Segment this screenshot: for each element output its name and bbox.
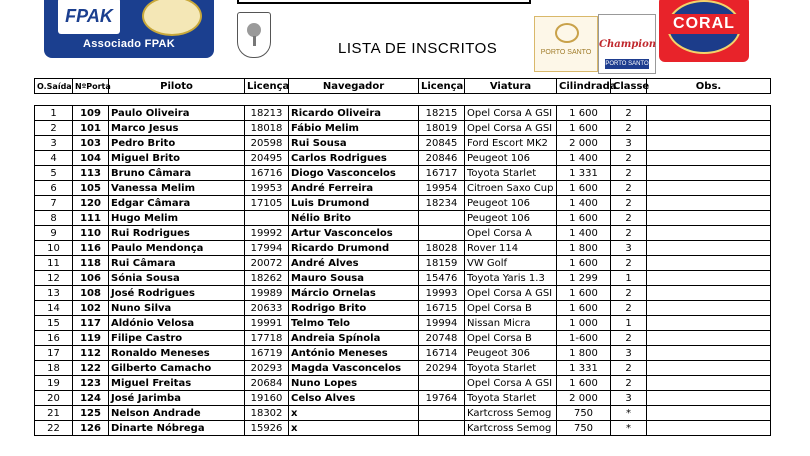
car-model-cell: Kartcross Semog [465,406,557,421]
car-model-cell: Nissan Micra [465,316,557,331]
driver-license-cell: 19989 [245,286,289,301]
driver-name-cell: Vanessa Melim [109,181,245,196]
table-row [35,106,771,121]
table-row [35,226,771,241]
engine-cc-cell: 750 [557,421,611,436]
start-order-cell: 9 [35,226,73,241]
car-class-cell: 2 [611,106,647,121]
car-model-cell: VW Golf [465,256,557,271]
col-navegador: Navegador [289,79,419,94]
col-licenca-piloto: Licença [245,79,289,94]
car-model-cell: Opel Corsa B [465,331,557,346]
start-order-cell: 5 [35,166,73,181]
door-number-cell: 117 [73,316,109,331]
engine-cc-cell: 1 331 [557,166,611,181]
engine-cc-cell: 2 000 [557,136,611,151]
observations-cell [647,421,771,436]
door-number-cell: 111 [73,211,109,226]
door-number-cell: 113 [73,166,109,181]
car-class-cell: 3 [611,391,647,406]
car-model-cell: Opel Corsa B [465,301,557,316]
observations-cell [647,406,771,421]
observations-cell [647,166,771,181]
driver-license-cell: 18302 [245,406,289,421]
car-class-cell: 3 [611,241,647,256]
car-class-cell: 3 [611,136,647,151]
car-class-cell: 2 [611,361,647,376]
start-order-cell: 18 [35,361,73,376]
engine-cc-cell: 1 600 [557,211,611,226]
driver-name-cell: Miguel Brito [109,151,245,166]
engine-cc-cell: 1 600 [557,121,611,136]
navigator-name-cell: Ricardo Oliveira [289,106,419,121]
car-class-cell: 2 [611,256,647,271]
observations-cell [647,136,771,151]
navigator-name-cell: Rui Sousa [289,136,419,151]
door-number-cell: 104 [73,151,109,166]
door-number-cell: 120 [73,196,109,211]
start-order-cell: 22 [35,421,73,436]
door-number-cell: 123 [73,376,109,391]
navigator-license-cell [419,421,465,436]
start-order-cell: 4 [35,151,73,166]
driver-license-cell: 19160 [245,391,289,406]
driver-license-cell: 19953 [245,181,289,196]
car-model-cell: Opel Corsa A GSI [465,286,557,301]
car-class-cell: 2 [611,181,647,196]
engine-cc-cell: 2 000 [557,391,611,406]
fpak-badge: FPAK [58,0,120,34]
table-row [35,361,771,376]
driver-license-cell: 18018 [245,121,289,136]
table-row [35,301,771,316]
driver-license-cell: 16716 [245,166,289,181]
driver-name-cell: Ronaldo Meneses [109,346,245,361]
driver-license-cell: 20633 [245,301,289,316]
observations-cell [647,106,771,121]
engine-cc-cell: 750 [557,406,611,421]
engine-cc-cell: 1 600 [557,286,611,301]
door-number-cell: 118 [73,256,109,271]
sponsor-coral-logo: CORAL [659,0,749,62]
col-obs: Obs. [647,79,771,94]
engine-cc-cell: 1 400 [557,196,611,211]
table-row [35,316,771,331]
observations-cell [647,361,771,376]
navigator-name-cell: Diogo Vasconcelos [289,166,419,181]
navigator-license-cell: 19954 [419,181,465,196]
table-row [35,136,771,151]
navigator-license-cell: 18234 [419,196,465,211]
start-order-cell: 14 [35,301,73,316]
door-number-cell: 106 [73,271,109,286]
engine-cc-cell: 1 331 [557,361,611,376]
start-order-cell: 10 [35,241,73,256]
navigator-name-cell: Carlos Rodrigues [289,151,419,166]
driver-name-cell: Miguel Freitas [109,376,245,391]
navigator-license-cell: 19764 [419,391,465,406]
engine-cc-cell: 1 400 [557,226,611,241]
driver-name-cell: Edgar Câmara [109,196,245,211]
navigator-license-cell: 16714 [419,346,465,361]
navigator-license-cell: 18159 [419,256,465,271]
navigator-name-cell: António Meneses [289,346,419,361]
driver-license-cell: 20293 [245,361,289,376]
car-class-cell: 2 [611,196,647,211]
driver-license-cell: 19992 [245,226,289,241]
navigator-license-cell: 18028 [419,241,465,256]
driver-license-cell: 17105 [245,196,289,211]
start-order-cell: 3 [35,136,73,151]
engine-cc-cell: 1 800 [557,346,611,361]
engine-cc-cell: 1 800 [557,241,611,256]
door-number-cell: 108 [73,286,109,301]
navigator-name-cell: André Alves [289,256,419,271]
driver-name-cell: Filipe Castro [109,331,245,346]
observations-cell [647,196,771,211]
navigator-name-cell: Mauro Sousa [289,271,419,286]
car-model-cell: Toyota Yaris 1.3 [465,271,557,286]
navigator-license-cell: 20845 [419,136,465,151]
observations-cell [647,271,771,286]
crest-tree-icon [247,23,261,37]
navigator-license-cell: 16717 [419,166,465,181]
driver-license-cell: 17718 [245,331,289,346]
navigator-name-cell: Nuno Lopes [289,376,419,391]
door-number-cell: 122 [73,361,109,376]
table-row [35,376,771,391]
car-class-cell: 2 [611,301,647,316]
engine-cc-cell: 1 600 [557,376,611,391]
engine-cc-cell: 1 400 [557,151,611,166]
car-model-cell: Peugeot 106 [465,151,557,166]
start-order-cell: 1 [35,106,73,121]
table-row [35,196,771,211]
driver-license-cell: 16719 [245,346,289,361]
club-emblem-icon [142,0,202,36]
driver-license-cell: 20684 [245,376,289,391]
car-model-cell: Citroen Saxo Cup [465,181,557,196]
start-order-cell: 19 [35,376,73,391]
driver-name-cell: Rui Câmara [109,256,245,271]
table-row [35,151,771,166]
driver-name-cell: Hugo Melim [109,211,245,226]
driver-name-cell: Gilberto Camacho [109,361,245,376]
car-model-cell: Toyota Starlet [465,166,557,181]
car-model-cell: Kartcross Semog [465,421,557,436]
car-class-cell: 2 [611,151,647,166]
col-licenca-navegador: Licença [419,79,465,94]
table-row [35,346,771,361]
driver-license-cell [245,211,289,226]
navigator-license-cell [419,226,465,241]
association-label: Associado FPAK [82,38,175,50]
table-row [35,271,771,286]
driver-name-cell: Pedro Brito [109,136,245,151]
start-order-cell: 12 [35,271,73,286]
navigator-name-cell: Fábio Melim [289,121,419,136]
navigator-name-cell: Nélio Brito [289,211,419,226]
driver-license-cell: 20598 [245,136,289,151]
start-order-cell: 11 [35,256,73,271]
door-number-cell: 119 [73,331,109,346]
navigator-license-cell: 16715 [419,301,465,316]
observations-cell [647,151,771,166]
observations-cell [647,121,771,136]
navigator-license-cell [419,211,465,226]
car-model-cell: Peugeot 106 [465,196,557,211]
door-number-cell: 126 [73,421,109,436]
table-row [35,286,771,301]
navigator-name-cell: Rodrigo Brito [289,301,419,316]
observations-cell [647,301,771,316]
table-row [35,331,771,346]
start-order-cell: 8 [35,211,73,226]
navigator-license-cell: 18019 [419,121,465,136]
table-row [35,406,771,421]
car-model-cell: Opel Corsa A [465,226,557,241]
driver-license-cell: 15926 [245,421,289,436]
navigator-license-cell [419,406,465,421]
start-order-cell: 21 [35,406,73,421]
municipality-crest-icon [237,12,271,58]
table-row [35,421,771,436]
navigator-name-cell: Ricardo Drumond [289,241,419,256]
page-title: LISTA DE INSCRITOS [338,40,498,57]
start-order-cell: 20 [35,391,73,406]
car-model-cell: Toyota Starlet [465,361,557,376]
driver-name-cell: Aldónio Velosa [109,316,245,331]
car-class-cell: 2 [611,376,647,391]
driver-name-cell: Paulo Oliveira [109,106,245,121]
start-order-cell: 15 [35,316,73,331]
car-class-cell: 2 [611,166,647,181]
car-model-cell: Toyota Starlet [465,391,557,406]
start-order-cell: 7 [35,196,73,211]
observations-cell [647,256,771,271]
engine-cc-cell: 1 299 [557,271,611,286]
car-class-cell: 1 [611,271,647,286]
table-row [35,181,771,196]
engine-cc-cell: 1 600 [557,181,611,196]
engine-cc-cell: 1 600 [557,106,611,121]
car-class-cell: * [611,421,647,436]
door-number-cell: 116 [73,241,109,256]
observations-cell [647,331,771,346]
start-order-cell: 2 [35,121,73,136]
driver-license-cell: 20072 [245,256,289,271]
driver-license-cell: 18262 [245,271,289,286]
table-row [35,211,771,226]
driver-license-cell: 20495 [245,151,289,166]
navigator-license-cell: 20294 [419,361,465,376]
engine-cc-cell: 1-600 [557,331,611,346]
driver-name-cell: Bruno Câmara [109,166,245,181]
car-model-cell: Peugeot 106 [465,211,557,226]
navigator-license-cell [419,376,465,391]
observations-cell [647,391,771,406]
sponsor-ring-icon [555,23,579,43]
driver-name-cell: Dinarte Nóbrega [109,421,245,436]
table-row [35,241,771,256]
navigator-name-cell: Luis Drumond [289,196,419,211]
col-piloto: Piloto [109,79,245,94]
navigator-name-cell: Telmo Telo [289,316,419,331]
col-porta: NºPorta [73,79,109,94]
car-class-cell: 2 [611,286,647,301]
entrants-table [34,78,771,436]
start-order-cell: 16 [35,331,73,346]
door-number-cell: 110 [73,226,109,241]
observations-cell [647,211,771,226]
car-class-cell: 2 [611,331,647,346]
door-number-cell: 112 [73,346,109,361]
navigator-license-cell: 18215 [419,106,465,121]
table-row [35,166,771,181]
driver-name-cell: Nelson Andrade [109,406,245,421]
observations-cell [647,346,771,361]
col-classe: Classe [611,79,647,94]
navigator-name-cell: Artur Vasconcelos [289,226,419,241]
table-header-row [35,79,771,94]
driver-name-cell: José Rodrigues [109,286,245,301]
driver-name-cell: Sónia Sousa [109,271,245,286]
navigator-license-cell: 19994 [419,316,465,331]
door-number-cell: 125 [73,406,109,421]
observations-cell [647,286,771,301]
car-class-cell: 3 [611,346,647,361]
col-viatura: Viatura [465,79,557,94]
navigator-name-cell: x [289,421,419,436]
observations-cell [647,376,771,391]
table-row [35,256,771,271]
engine-cc-cell: 1 000 [557,316,611,331]
door-number-cell: 103 [73,136,109,151]
driver-name-cell: Nuno Silva [109,301,245,316]
navigator-license-cell: 15476 [419,271,465,286]
car-model-cell: Opel Corsa A GSI [465,376,557,391]
navigator-name-cell: Celso Alves [289,391,419,406]
navigator-name-cell: Andreia Spínola [289,331,419,346]
driver-license-cell: 19991 [245,316,289,331]
table-row [35,121,771,136]
observations-cell [647,241,771,256]
door-number-cell: 109 [73,106,109,121]
navigator-license-cell: 20748 [419,331,465,346]
car-class-cell: 2 [611,211,647,226]
door-number-cell: 101 [73,121,109,136]
sponsor-porto-santo-logo: PORTO SANTO [534,16,598,72]
table-row [35,391,771,406]
engine-cc-cell: 1 600 [557,301,611,316]
entrants-body [35,106,771,436]
driver-license-cell: 18213 [245,106,289,121]
car-model-cell: Opel Corsa A GSI [465,106,557,121]
car-model-cell: Ford Escort MK2 [465,136,557,151]
navigator-name-cell: André Ferreira [289,181,419,196]
navigator-name-cell: x [289,406,419,421]
car-class-cell: 2 [611,121,647,136]
col-cilindrada: Cilindrada [557,79,611,94]
observations-cell [647,226,771,241]
header-frame [237,0,531,4]
observations-cell [647,181,771,196]
navigator-name-cell: Márcio Ornelas [289,286,419,301]
start-order-cell: 17 [35,346,73,361]
engine-cc-cell: 1 600 [557,256,611,271]
car-class-cell: 1 [611,316,647,331]
navigator-name-cell: Magda Vasconcelos [289,361,419,376]
start-order-cell: 13 [35,286,73,301]
navigator-license-cell: 20846 [419,151,465,166]
navigator-license-cell: 19993 [419,286,465,301]
fpak-logo [44,0,214,58]
driver-license-cell: 17994 [245,241,289,256]
col-saida: O.Saída [35,79,73,94]
driver-name-cell: Paulo Mendonça [109,241,245,256]
car-class-cell: * [611,406,647,421]
driver-name-cell: Marco Jesus [109,121,245,136]
driver-name-cell: Rui Rodrigues [109,226,245,241]
car-model-cell: Peugeot 306 [465,346,557,361]
door-number-cell: 124 [73,391,109,406]
door-number-cell: 102 [73,301,109,316]
door-number-cell: 105 [73,181,109,196]
car-class-cell: 2 [611,226,647,241]
driver-name-cell: José Jarimba [109,391,245,406]
sponsor-champion-logo: Champion PORTO SANTO [598,14,656,74]
car-model-cell: Rover 114 [465,241,557,256]
table-spacer-row [35,94,771,106]
observations-cell [647,316,771,331]
car-model-cell: Opel Corsa A GSI [465,121,557,136]
start-order-cell: 6 [35,181,73,196]
